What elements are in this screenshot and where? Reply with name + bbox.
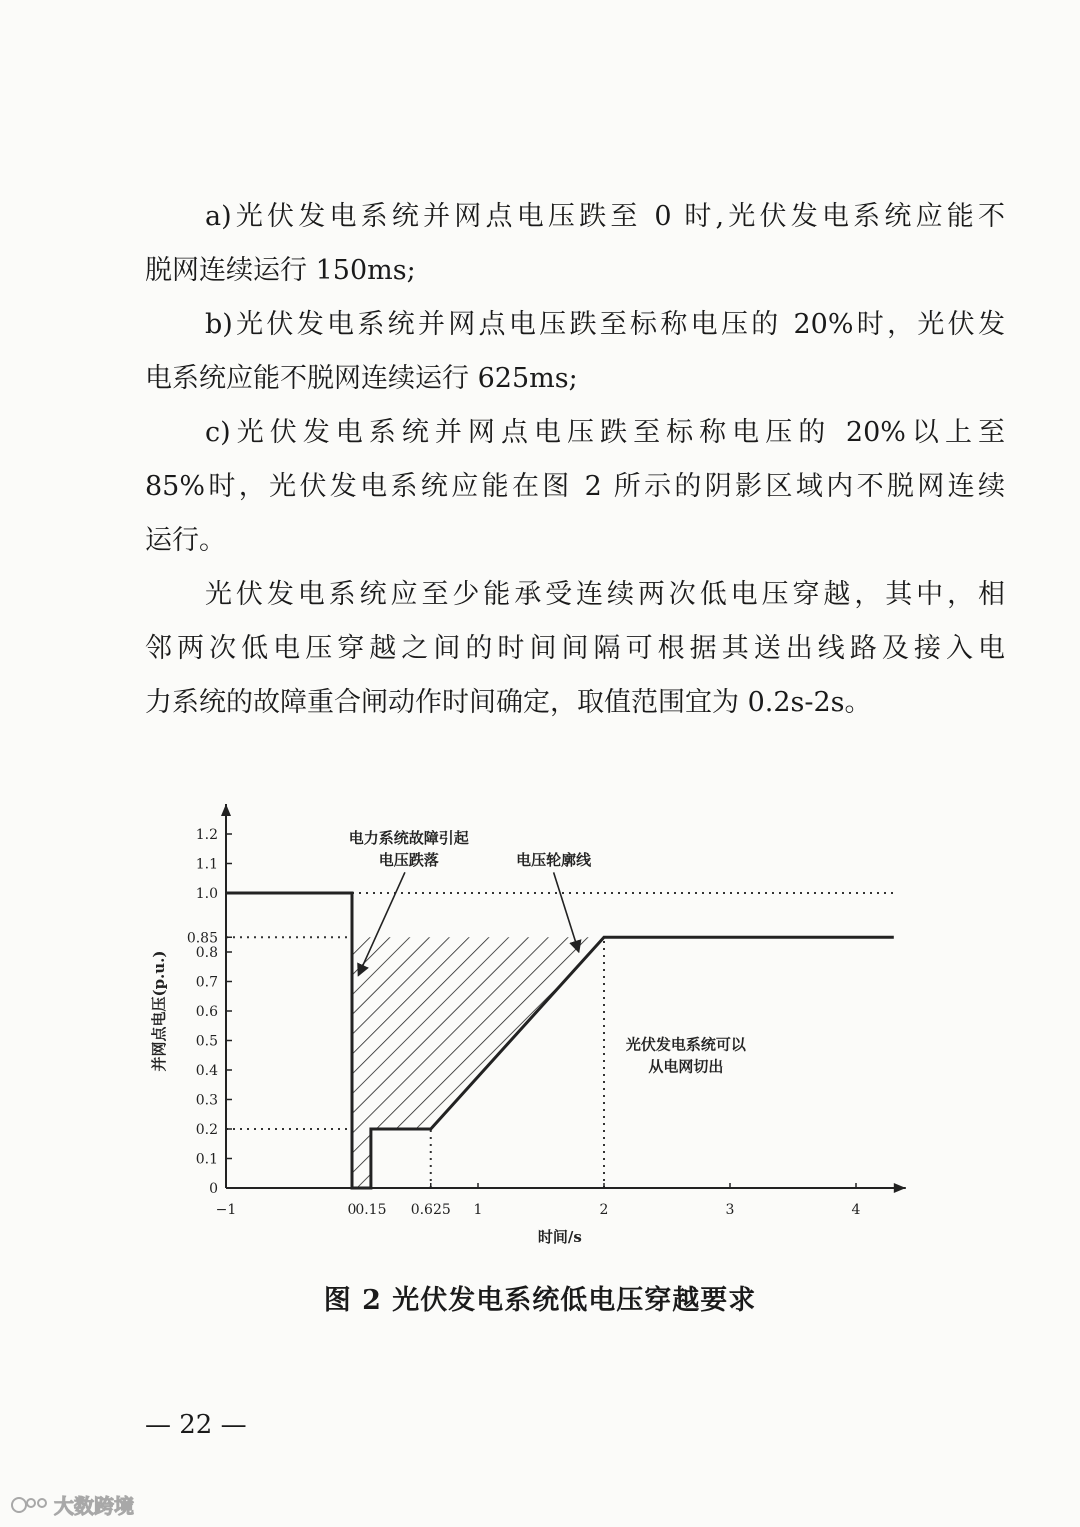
hatched-region bbox=[352, 937, 604, 1188]
y-tick-label-3: 0.3 bbox=[195, 1092, 218, 1109]
paragraph-d-line-1: 光伏发电系统应至少能承受连续两次低电压穿越，其中，相 bbox=[205, 579, 1005, 610]
y-tick-label-7: 0.7 bbox=[195, 974, 218, 991]
y-tick-label-12: 1.2 bbox=[195, 827, 218, 843]
paragraph-b-line-1: b)光伏发电系统并网点电压跌至标称电压的 20%时，光伏发 bbox=[205, 309, 1005, 340]
paragraph-d-line-2: 邻两次低电压穿越之间的时间间隔可根据其送出线路及接入电 bbox=[145, 633, 1005, 664]
y-tick-label-0: 0 bbox=[209, 1181, 218, 1197]
x-tick-label-5: 2 bbox=[599, 1202, 609, 1218]
y-tick-label-8: 0.8 bbox=[195, 945, 218, 961]
figure-caption: 图 2 光伏发电系统低电压穿越要求 bbox=[323, 1285, 757, 1316]
paragraph-d bbox=[145, 568, 1005, 730]
watermark-text: 大数跨境 bbox=[54, 1494, 134, 1518]
annotation-fault-line-1: 电力系统故障引起 bbox=[348, 828, 469, 847]
paragraph-a-line-2: 脱网连续运行 150ms; bbox=[145, 255, 416, 286]
x-axis-arrow bbox=[894, 1183, 906, 1193]
paragraph-d-line-3: 力系统的故障重合闸动作时间确定，取值范围宜为 0.2s-2s。 bbox=[145, 687, 872, 718]
lvrt-chart bbox=[0, 780, 1080, 1260]
paragraph-c-line-3: 运行。 bbox=[145, 525, 226, 556]
y-tick-label-2: 0.2 bbox=[195, 1122, 218, 1138]
annotation-disconnect-line-2: 从电网切出 bbox=[648, 1057, 724, 1076]
paragraph-c-line-1: c)光伏发电系统并网点电压跌至标称电压的 20%以上至 bbox=[205, 417, 1005, 448]
y-axis-label: 并网点电压(p.u.) bbox=[150, 950, 168, 1072]
x-axis-label: 时间/s bbox=[537, 1228, 582, 1246]
paragraph-b-line-2: 电系统应能不脱网连续运行 625ms; bbox=[145, 363, 578, 394]
y-axis-arrow bbox=[221, 804, 231, 816]
x-tick-label-7: 4 bbox=[851, 1202, 861, 1218]
x-tick-label-1: 0 bbox=[347, 1202, 357, 1218]
x-tick-label-3: 0.625 bbox=[410, 1202, 451, 1218]
x-tick-label-2: 0.15 bbox=[355, 1202, 387, 1218]
watermark-logo-icon bbox=[10, 1494, 50, 1516]
annotation-contour: 电压轮廓线 bbox=[516, 850, 592, 869]
y-tick-label-5: 0.5 bbox=[195, 1033, 218, 1050]
annotation-disconnect-line-1: 光伏发电系统可以 bbox=[625, 1035, 746, 1054]
x-tick-label-6: 3 bbox=[725, 1202, 735, 1218]
paragraph-a-line-1: a)光伏发电系统并网点电压跌至 0 时,光伏发电系统应能不 bbox=[205, 201, 1005, 232]
paragraph-a bbox=[145, 190, 1005, 298]
paragraph-b bbox=[145, 298, 1005, 406]
y-tick-label-4: 0.4 bbox=[195, 1063, 218, 1079]
paragraph-c bbox=[145, 406, 1005, 568]
annotation-fault-line-2: 电压跌落 bbox=[378, 850, 439, 869]
y-tick-label-9: 0.85 bbox=[186, 930, 218, 947]
y-tick-label-6: 0.6 bbox=[195, 1004, 218, 1020]
x-tick-label-4: 1 bbox=[473, 1202, 483, 1218]
page-number: — 22 — bbox=[145, 1410, 247, 1440]
y-tick-label-10: 1.0 bbox=[195, 886, 218, 902]
y-tick-label-1: 0.1 bbox=[195, 1151, 218, 1168]
paragraph-c-line-2: 85%时，光伏发电系统应能在图 2 所示的阴影区域内不脱网连续 bbox=[145, 471, 1005, 502]
watermark bbox=[10, 1490, 134, 1519]
x-tick-label-0: −1 bbox=[215, 1202, 237, 1218]
y-tick-label-11: 1.1 bbox=[195, 856, 218, 873]
